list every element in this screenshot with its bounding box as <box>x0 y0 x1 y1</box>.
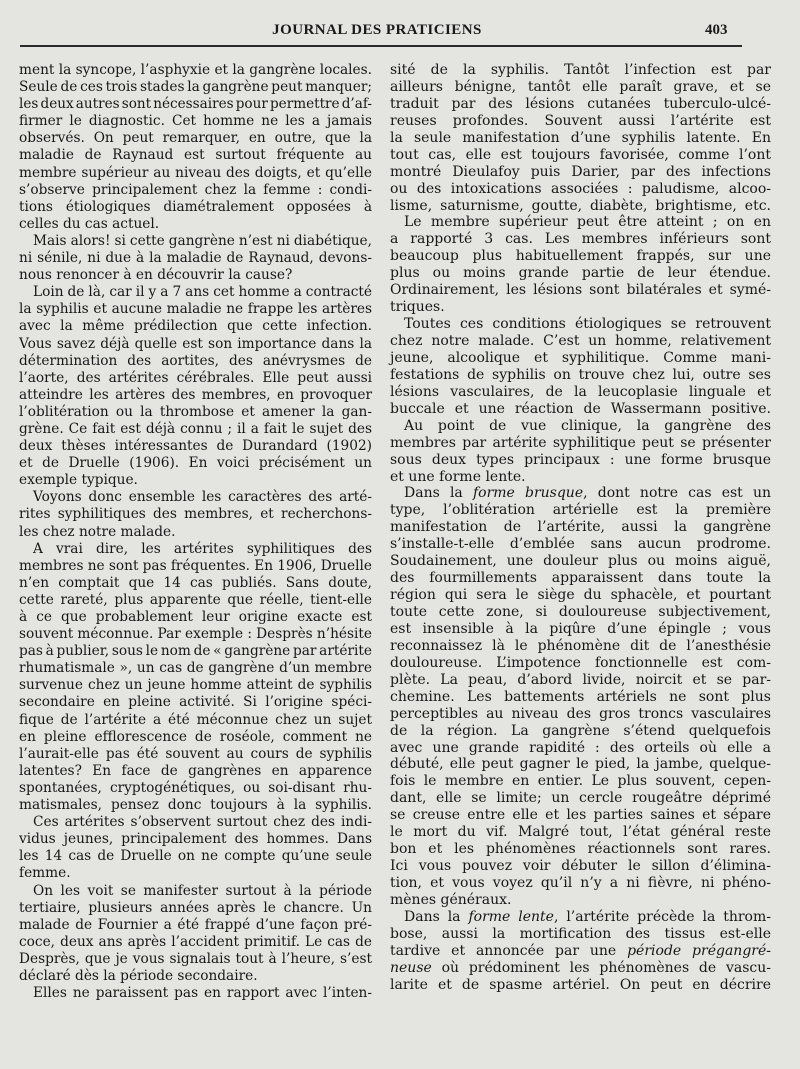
text-line-content: ou des intoxications associées : paludisme, alcoo- <box>390 180 771 197</box>
text-line-content: rites syphilitiques des membres, et recherchons- <box>19 506 372 523</box>
text-line <box>390 79 771 96</box>
text-line-content: bon et les phénomènes réactionnels sont rares. <box>390 841 771 858</box>
text-line-content: détermination des aortites, des anévrysmes de <box>19 352 373 369</box>
text-line-content: souvent méconnue. Par exemple : Desprès n’hésite <box>19 626 372 643</box>
text-line-content: firmer le diagnostic. Cet homme ne les a jamais <box>19 113 372 130</box>
text-line-content: membres par artérite syphilitique peut se présenter <box>390 434 771 451</box>
text-line-content: maladie de Raynaud est surtout fréquente au <box>19 147 372 164</box>
text-line-content: spontanées, cryptogénétiques, ou soi-disant rhu- <box>19 779 372 796</box>
text-line <box>390 333 771 350</box>
text-line <box>19 592 372 609</box>
text-line-content: fique de l’artérite a été méconnue chez un sujet <box>19 711 373 728</box>
text-line <box>19 506 372 523</box>
text-line-content: tout cas, elle est toujours favorisée, comme l’ont <box>390 146 771 163</box>
text-line-content: beaucoup plus habituellement frappés, sur une <box>390 248 771 265</box>
text-line-content: celles du cas actuel. <box>19 215 160 232</box>
text-line <box>390 909 771 926</box>
text-line <box>390 875 771 892</box>
text-line <box>19 524 372 541</box>
text-line <box>19 917 372 934</box>
text-line-content: jeune, alcoolique et syphilitique. Comme mani- <box>390 349 771 366</box>
text-line-content: toute cette zone, si douloureuse subjectivement, <box>390 604 771 620</box>
text-line-content: reconnaissez là le phénomène dit de l’anesthésie <box>390 637 771 654</box>
text-line <box>390 418 771 435</box>
text-line-content: larite et de spasme artériel. On peut en décrire <box>390 976 771 993</box>
text-line <box>390 435 771 452</box>
text-line-content: fois le membre en entier. Le plus souvent, cepen- <box>390 773 771 790</box>
text-line-content: douloureuse. L’impotence fonctionnelle est com- <box>390 654 771 671</box>
text-line-content: des fourmillements apparaissent dans toute la <box>390 570 771 587</box>
text-line-content: pas à publier, sous le nom de « gangrène par artérite <box>19 643 372 660</box>
header-rule <box>20 45 742 47</box>
paragraph <box>19 814 372 882</box>
text-line <box>19 421 372 438</box>
text-line <box>390 638 771 655</box>
text-line-content: buccale et une réaction de Wassermann positive. <box>390 400 772 417</box>
text-line <box>390 926 771 943</box>
text-line <box>19 780 372 797</box>
text-line <box>390 316 771 333</box>
text-line <box>19 934 372 951</box>
text-line <box>19 216 372 233</box>
text-line-content <box>390 943 771 960</box>
text-segment: Dans la <box>404 485 473 502</box>
text-line <box>390 452 771 469</box>
text-line <box>390 282 771 299</box>
text-line <box>19 130 372 147</box>
text-line <box>390 689 771 706</box>
text-line <box>19 643 372 660</box>
text-line <box>19 472 372 489</box>
text-line <box>19 729 372 746</box>
text-line-content: lésions vasculaires, de la leucoplasie linguale et <box>390 383 771 400</box>
text-line-content: On les voit se manifester surtout à la période <box>33 882 372 899</box>
text-line-content: les 14 cas de Druelle on ne compte qu’une seule <box>19 848 372 865</box>
text-line-content: Ordinairement, les lésions sont bilatérales et symé- <box>390 282 771 299</box>
text-line <box>390 214 771 231</box>
text-line-content: rhumatismale », un cas de gangrène d’un membre <box>19 660 372 677</box>
text-line <box>19 438 372 455</box>
text-line <box>19 489 372 506</box>
text-line <box>19 79 372 96</box>
text-line-content: femme. <box>19 865 71 882</box>
text-line <box>390 96 771 113</box>
text-line <box>19 199 372 216</box>
text-line <box>19 62 372 79</box>
text-segment: , l’artérite précède la throm- <box>553 908 771 925</box>
text-line-content: membre supérieur au niveau des doigts, et qu’elle <box>19 164 372 181</box>
text-line <box>390 824 771 841</box>
text-line <box>390 401 771 418</box>
paragraph <box>19 541 372 815</box>
text-line-content: bose, aussi la mortification des tissus est-elle <box>390 925 771 942</box>
text-line-content: Vous savez déjà quelle est son importance dans la <box>19 335 372 352</box>
text-line <box>390 892 771 909</box>
text-line-content: avec la même prédilection que cette infection. <box>19 318 372 335</box>
text-line <box>19 147 372 164</box>
text-line-content: en pleine efflorescence de roséole, comment ne <box>19 728 373 745</box>
text-line-content: de la région. La gangrène s’étend quelquefois <box>390 722 771 739</box>
text-line-content: reuses profondes. Souvent aussi l’artérite est <box>390 112 771 129</box>
column-right <box>390 62 771 994</box>
text-line-content: ailleurs bénigne, tantôt elle paraît grave, et se <box>390 78 771 95</box>
text-line-content: perceptibles au niveau des gros troncs vasculaires <box>390 705 772 722</box>
text-line-content: sité de la syphilis. Tantôt l’infection est par <box>390 62 771 78</box>
text-line-content: Ces artérites s’observent surtout chez des indi- <box>33 814 372 831</box>
text-line-content: montré Dieulafoy puis Darier, par des infections <box>390 163 771 180</box>
text-line <box>19 353 372 370</box>
journal-title: JOURNAL DES PRATICIENS <box>272 22 482 38</box>
text-line <box>19 165 372 182</box>
text-line <box>19 763 372 780</box>
text-line-content: déclaré dès la période secondaire. <box>19 967 258 984</box>
text-line-content: coce, deux ans après l’accident primitif. Le cas de <box>19 933 372 950</box>
text-line <box>19 865 372 882</box>
text-line-content: latentes? En face de gangrènes en apparence <box>19 762 372 779</box>
text-line-content: Ici vous pouvez voir débuter le sillon d’élimina- <box>390 858 771 875</box>
paragraph <box>390 909 771 994</box>
text-line <box>19 900 372 917</box>
text-line <box>19 541 372 558</box>
text-line-content: festations de syphilis on trouve chez lui, outre ses <box>390 366 771 383</box>
text-line <box>390 147 771 164</box>
text-line <box>390 740 771 757</box>
text-line-content: dant, elle se limite; un cercle rougeâtre déprimé <box>390 790 771 807</box>
text-line <box>19 609 372 626</box>
text-line-content: tions étiologiques diamétralement opposées à <box>19 198 372 215</box>
text-line-content: manifestation de l’artérite, aussi la gangrène <box>390 519 772 536</box>
text-line <box>19 250 372 267</box>
text-line <box>19 985 372 1002</box>
text-line <box>390 350 771 367</box>
text-line-content: atteindre les artères des membres, en provoquer <box>19 386 372 403</box>
text-line <box>390 469 771 486</box>
text-line-content <box>404 485 771 502</box>
text-line <box>19 660 372 677</box>
text-line <box>19 318 372 335</box>
text-segment: , dont notre cas est un <box>583 485 771 502</box>
text-line-content: chez notre malade. C’est un homme, relativement <box>390 333 771 349</box>
text-line-content: nous renoncer à en découvrir la cause? <box>19 267 293 284</box>
text-line-content: région qui sera le siège du sphacèle, et pourtant <box>390 587 771 604</box>
text-line-content: malade de Fournier a été frappé d’une façon pré- <box>19 916 372 933</box>
text-line <box>390 265 771 282</box>
text-line <box>390 672 771 689</box>
text-line <box>390 587 771 604</box>
text-line <box>19 182 372 199</box>
text-line-content: Au point de vue clinique, la gangrène des <box>404 417 771 434</box>
text-line-content: et de Druelle (1906). En voici précisément un <box>19 455 372 472</box>
text-line <box>390 977 771 994</box>
text-line-content: l’oblitération ou la thrombose et amener la gan- <box>19 403 372 420</box>
emphasis-text: neuse <box>390 959 432 976</box>
text-line <box>390 621 771 638</box>
text-line <box>390 198 771 215</box>
text-line <box>19 336 372 353</box>
text-line-content: la seule manifestation d’une syphilis latente. En <box>390 129 771 146</box>
text-line-content: les deux autres sont nécessaires pour permettre d’af- <box>19 96 372 113</box>
text-line-content: cette rareté, plus apparente que réelle, tient-elle <box>19 591 372 608</box>
paragraph <box>19 489 372 540</box>
paragraph <box>19 284 372 489</box>
text-line <box>19 883 372 900</box>
text-line-content: traduit par des lésions cutanées tuberculo-ulcé- <box>390 95 771 112</box>
text-line-content: Mais alors! si cette gangrène n’est ni diabétique, <box>33 232 372 249</box>
text-line <box>390 367 771 384</box>
text-line <box>19 575 372 592</box>
text-line-content: l’aurait-elle pas été souvent au cours de syphilis <box>19 745 372 762</box>
text-line <box>19 404 372 421</box>
text-segment: tardive et annoncée par une <box>390 942 628 959</box>
text-line <box>19 968 372 985</box>
text-line-content: avec une grande rapidité : des orteils où elle a <box>390 739 772 756</box>
text-line <box>19 267 372 284</box>
text-line-content: n’en comptait que 14 cas publiés. Sans doute, <box>19 574 372 591</box>
text-line-content: observés. On peut remarquer, en outre, que la <box>19 130 372 147</box>
text-line <box>19 712 372 729</box>
text-line-content: débuté, elle peut gagner le pied, la jambe, quelque- <box>390 756 771 773</box>
text-line <box>390 706 771 723</box>
text-line-content: la syphilis et aucune maladie ne frappe les artères <box>19 301 372 318</box>
text-line-content: vidus jeunes, principalement des hommes. Dans <box>19 831 372 848</box>
text-line <box>19 370 372 387</box>
text-line <box>390 723 771 740</box>
text-line <box>390 164 771 181</box>
text-line <box>19 301 372 318</box>
text-line <box>390 570 771 587</box>
text-line <box>390 841 771 858</box>
text-line-content: tion, et vous voyez qu’il n’y a ni fièvre, ni phéno- <box>390 875 771 891</box>
text-line-content: plète. La peau, d’abord livide, noircit et se par- <box>390 671 772 688</box>
text-line <box>390 604 771 621</box>
column-left <box>19 62 372 1002</box>
text-line-content: triques. <box>390 299 445 316</box>
text-line <box>390 299 771 316</box>
text-line <box>390 960 771 977</box>
text-line-content: Toutes ces conditions étiologiques se retrouvent <box>404 316 771 333</box>
text-line <box>19 284 372 301</box>
text-line-content: le mort du vif. Malgré tout, l’état général reste <box>390 824 771 841</box>
text-line <box>390 181 771 198</box>
text-line <box>390 248 771 265</box>
paragraph <box>390 485 771 908</box>
text-line <box>19 387 372 404</box>
text-line <box>390 790 771 807</box>
text-line <box>19 626 372 643</box>
text-line-content: tertiaire, plusieurs années après le chancre. Un <box>19 899 372 916</box>
text-line-content: à ce que probablement leur origine exacte est <box>19 609 372 625</box>
text-line <box>19 848 372 865</box>
text-line-content: Elles ne paraissent pas en rapport avec l’inten- <box>33 985 372 1002</box>
text-line <box>390 807 771 824</box>
text-line-content: survenue chez un jeune homme atteint de syphilis <box>19 677 372 694</box>
emphasis-text: forme brusque <box>472 485 584 502</box>
text-line-content: deux thèses intéressantes de Durandard (1902) <box>19 438 372 455</box>
text-line <box>19 558 372 575</box>
text-line-content: matismales, pensez donc toujours à la syphilis. <box>19 797 372 814</box>
text-line-content: et une forme lente. <box>390 468 526 485</box>
text-line-content: secondaire en pleine activité. Si l’origine spéci- <box>19 694 372 711</box>
text-line-content: les chez notre malade. <box>19 523 176 540</box>
text-line <box>19 233 372 250</box>
text-line <box>390 553 771 570</box>
paragraph <box>19 985 372 1002</box>
text-line <box>390 231 771 248</box>
text-line-content: sous deux types principaux : une forme brusque <box>390 451 771 468</box>
text-line-content: s’installe-t-elle d’emblée sans aucun prodrome. <box>390 536 771 553</box>
text-line <box>390 773 771 790</box>
text-line-content: plus ou moins grande partie de leur étendue. <box>390 265 772 282</box>
text-line-content: l’aorte, des artérites cérébrales. Elle peut aussi <box>19 369 372 386</box>
text-line-content: mènes généraux. <box>390 891 512 908</box>
text-line <box>390 485 771 502</box>
text-line <box>19 96 372 113</box>
emphasis-text: période prégangré- <box>627 942 771 959</box>
text-line-content: chemine. Les battements artériels ne sont plus <box>390 688 771 705</box>
paragraph <box>390 62 771 214</box>
paragraph <box>19 62 372 233</box>
text-line <box>390 62 771 79</box>
text-line <box>19 694 372 711</box>
text-line-content: se creuse entre elle et les parties saines et sépare <box>390 807 771 824</box>
text-segment: Dans la <box>404 908 469 925</box>
text-line <box>390 519 771 536</box>
text-line <box>390 943 771 960</box>
text-line <box>19 814 372 831</box>
emphasis-text: forme lente <box>468 908 554 925</box>
text-line <box>390 130 771 147</box>
text-line <box>19 746 372 763</box>
paragraph <box>390 316 771 418</box>
text-line <box>19 951 372 968</box>
text-line-content: grène. Ce fait est déjà connu ; il a fait le sujet des <box>19 420 372 437</box>
text-line-content: ni sénile, ni due à la maladie de Raynaud, devons- <box>19 250 372 267</box>
text-line-content: membres ne sont pas fréquentes. En 1906, Druelle <box>19 557 372 574</box>
text-line <box>19 677 372 694</box>
text-line <box>19 797 372 814</box>
text-line-content: Voyons donc ensemble les caractères des arté- <box>33 489 372 506</box>
paragraph <box>390 214 771 316</box>
text-segment: où prédominent les phénomènes de vascu- <box>431 959 771 976</box>
text-line <box>390 536 771 553</box>
text-line-content: ment la syncope, l’asphyxie et la gangrène locales. <box>19 62 372 78</box>
text-line <box>390 384 771 401</box>
text-line <box>19 113 372 130</box>
text-line-content: exemple typique. <box>19 472 138 489</box>
text-line-content: lisme, saturnisme, goutte, diabète, brightisme, etc. <box>390 197 771 214</box>
text-line <box>19 831 372 848</box>
text-line <box>19 455 372 472</box>
text-line-content: Seule de ces trois stades la gangrène peut manquer; <box>19 79 372 96</box>
text-line-content: Soudainement, une douleur plus ou moins aiguë, <box>390 553 771 570</box>
text-line <box>390 502 771 519</box>
text-line-content: Loin de là, car il y a 7 ans cet homme a contracté <box>33 284 372 301</box>
text-line-content: Le membre supérieur peut être atteint ; on en <box>404 214 771 231</box>
text-line <box>390 655 771 672</box>
text-line-content <box>390 960 771 977</box>
text-line <box>390 756 771 773</box>
paragraph <box>19 883 372 986</box>
text-line-content <box>404 909 771 926</box>
text-line <box>390 858 771 875</box>
page-number: 403 <box>705 22 728 38</box>
text-line-content: a rapporté 3 cas. Les membres inférieurs sont <box>390 231 772 248</box>
text-line <box>390 113 771 130</box>
text-line-content: A vrai dire, les artérites syphilitiques des <box>33 540 372 557</box>
text-line-content: Desprès, que je vous signalais tout à l’heure, s’est <box>19 950 372 967</box>
paragraph <box>19 233 372 284</box>
text-line-content: type, l’oblitération artérielle est la première <box>390 502 771 519</box>
paragraph <box>390 418 771 486</box>
text-line-content: s’observe principalement chez la femme : condi- <box>19 181 372 198</box>
text-line-content: est insensible à la piqûre d’une épingle ; vous <box>390 620 771 637</box>
